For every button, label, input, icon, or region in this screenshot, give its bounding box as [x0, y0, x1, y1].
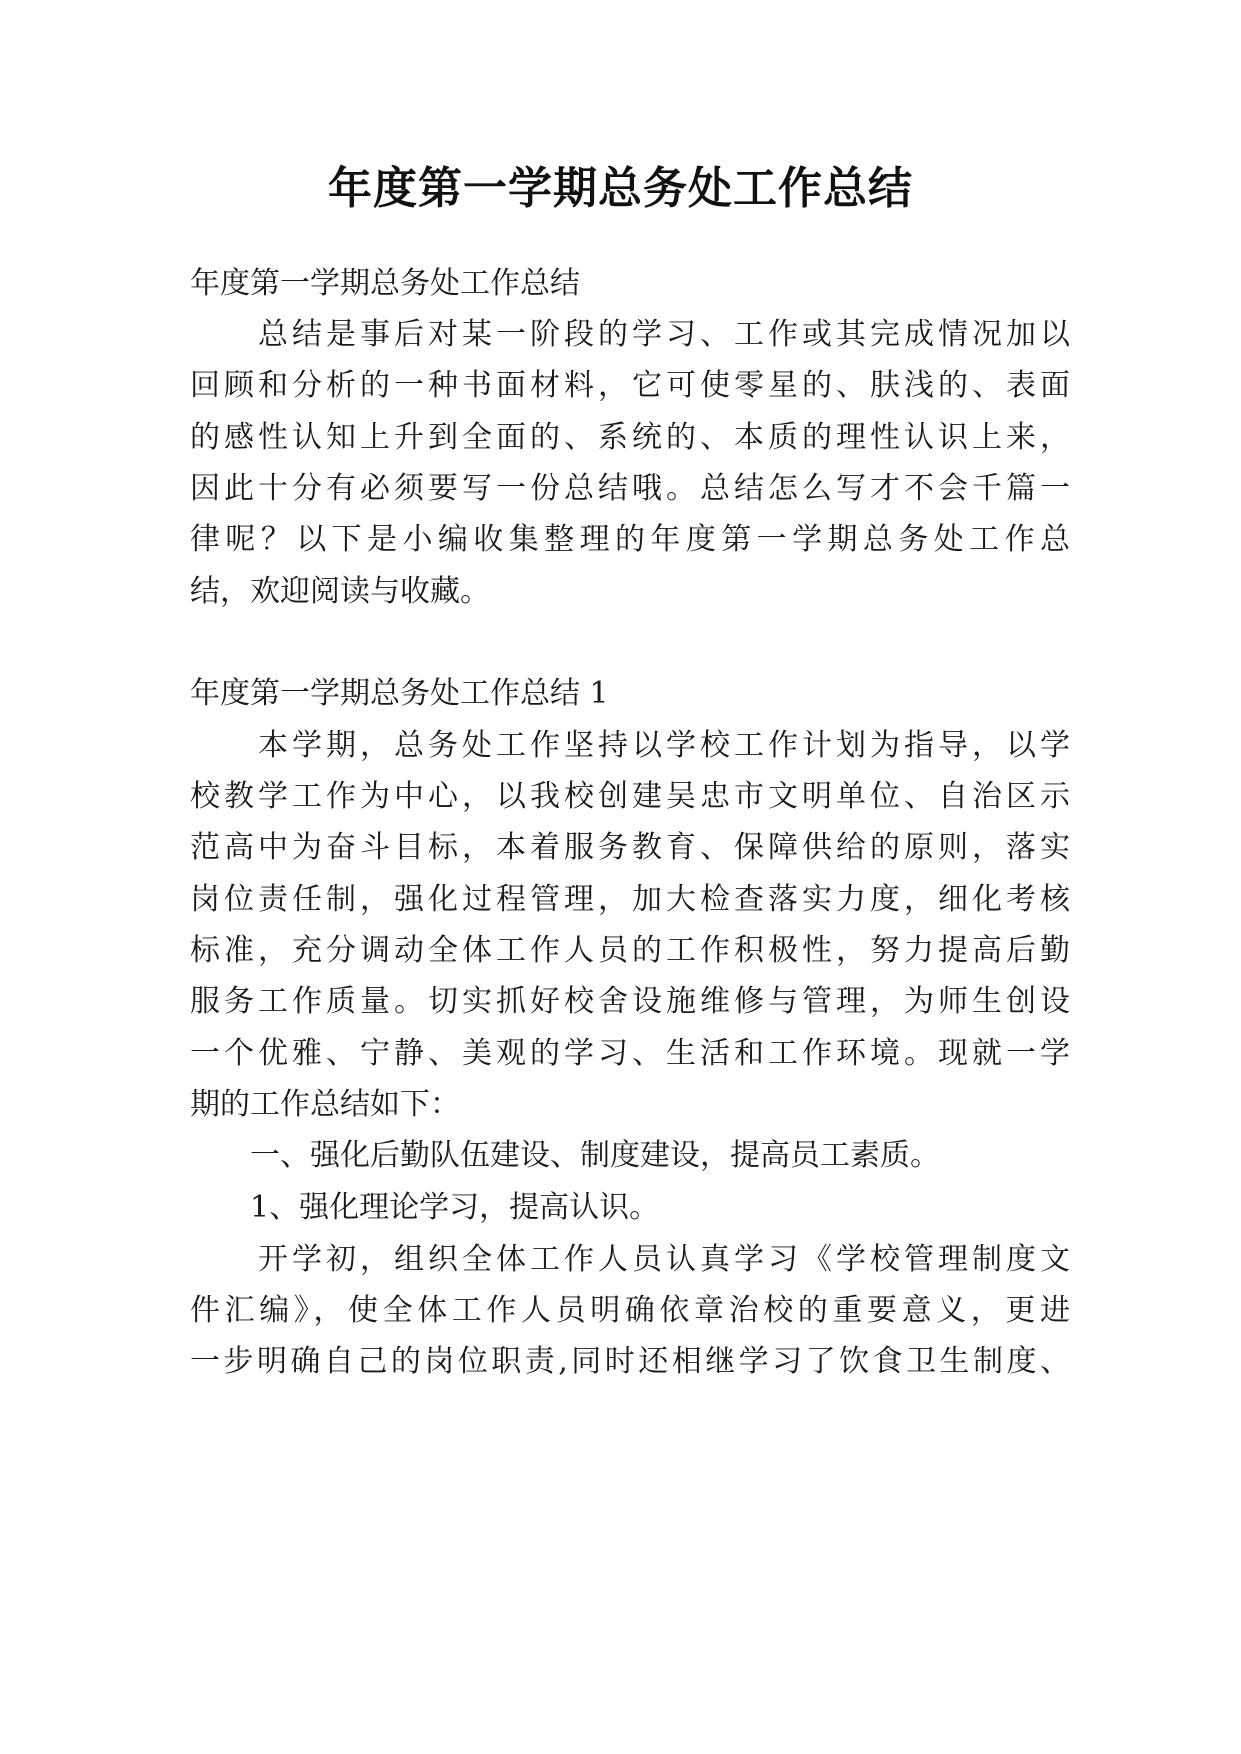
body-line: 本学期，总务处工作坚持以学校工作计划为指导，以学	[190, 728, 1070, 763]
body-line: 回顾和分析的一种书面材料，它可使零星的、肤浅的、表面	[190, 368, 1070, 403]
body-line: 服务工作质量。切实抓好校舍设施维修与管理，为师生创设	[190, 984, 1070, 1019]
body-line: 总结是事后对某一阶段的学习、工作或其完成情况加以	[190, 317, 1070, 352]
body-line: 一个优雅、宁静、美观的学习、生活和工作环境。现就一学	[190, 1036, 1070, 1071]
body-line: 范高中为奋斗目标，本着服务教育、保障供给的原则，落实	[190, 830, 1070, 865]
document-title: 年度第一学期总务处工作总结	[328, 163, 913, 214]
body-line: 岗位责任制，强化过程管理，加大检查落实力度，细化考核	[190, 882, 1070, 917]
body-line: 标准，充分调动全体工作人员的工作积极性，努力提高后勤	[190, 933, 1070, 968]
subheading-line: 一、强化后勤队伍建设、制度建设，提高员工素质。	[190, 1138, 940, 1173]
body-line: 期的工作总结如下：	[190, 1087, 460, 1122]
body-line: 因此十分有必须要写一份总结哦。总结怎么写才不会千篇一	[190, 471, 1070, 506]
section-heading-intro: 年度第一学期总务处工作总结	[190, 266, 580, 301]
subheading-line: 1、强化理论学习，提高认识。	[190, 1190, 660, 1225]
section-heading-1: 年度第一学期总务处工作总结 1	[190, 676, 609, 711]
body-line: 开学初，组织全体工作人员认真学习《学校管理制度文	[190, 1242, 1070, 1277]
body-line: 一步明确自己的岗位职责,同时还相继学习了饮食卫生制度、	[190, 1344, 1070, 1379]
body-line: 律呢？以下是小编收集整理的年度第一学期总务处工作总	[190, 522, 1070, 557]
body-line: 的感性认知上升到全面的、系统的、本质的理性认识上来，	[190, 420, 1070, 455]
body-line: 件汇编》，使全体工作人员明确依章治校的重要意义，更进	[190, 1293, 1070, 1328]
body-line: 结，欢迎阅读与收藏。	[190, 574, 490, 609]
body-line: 校教学工作为中心，以我校创建吴忠市文明单位、自治区示	[190, 779, 1070, 814]
